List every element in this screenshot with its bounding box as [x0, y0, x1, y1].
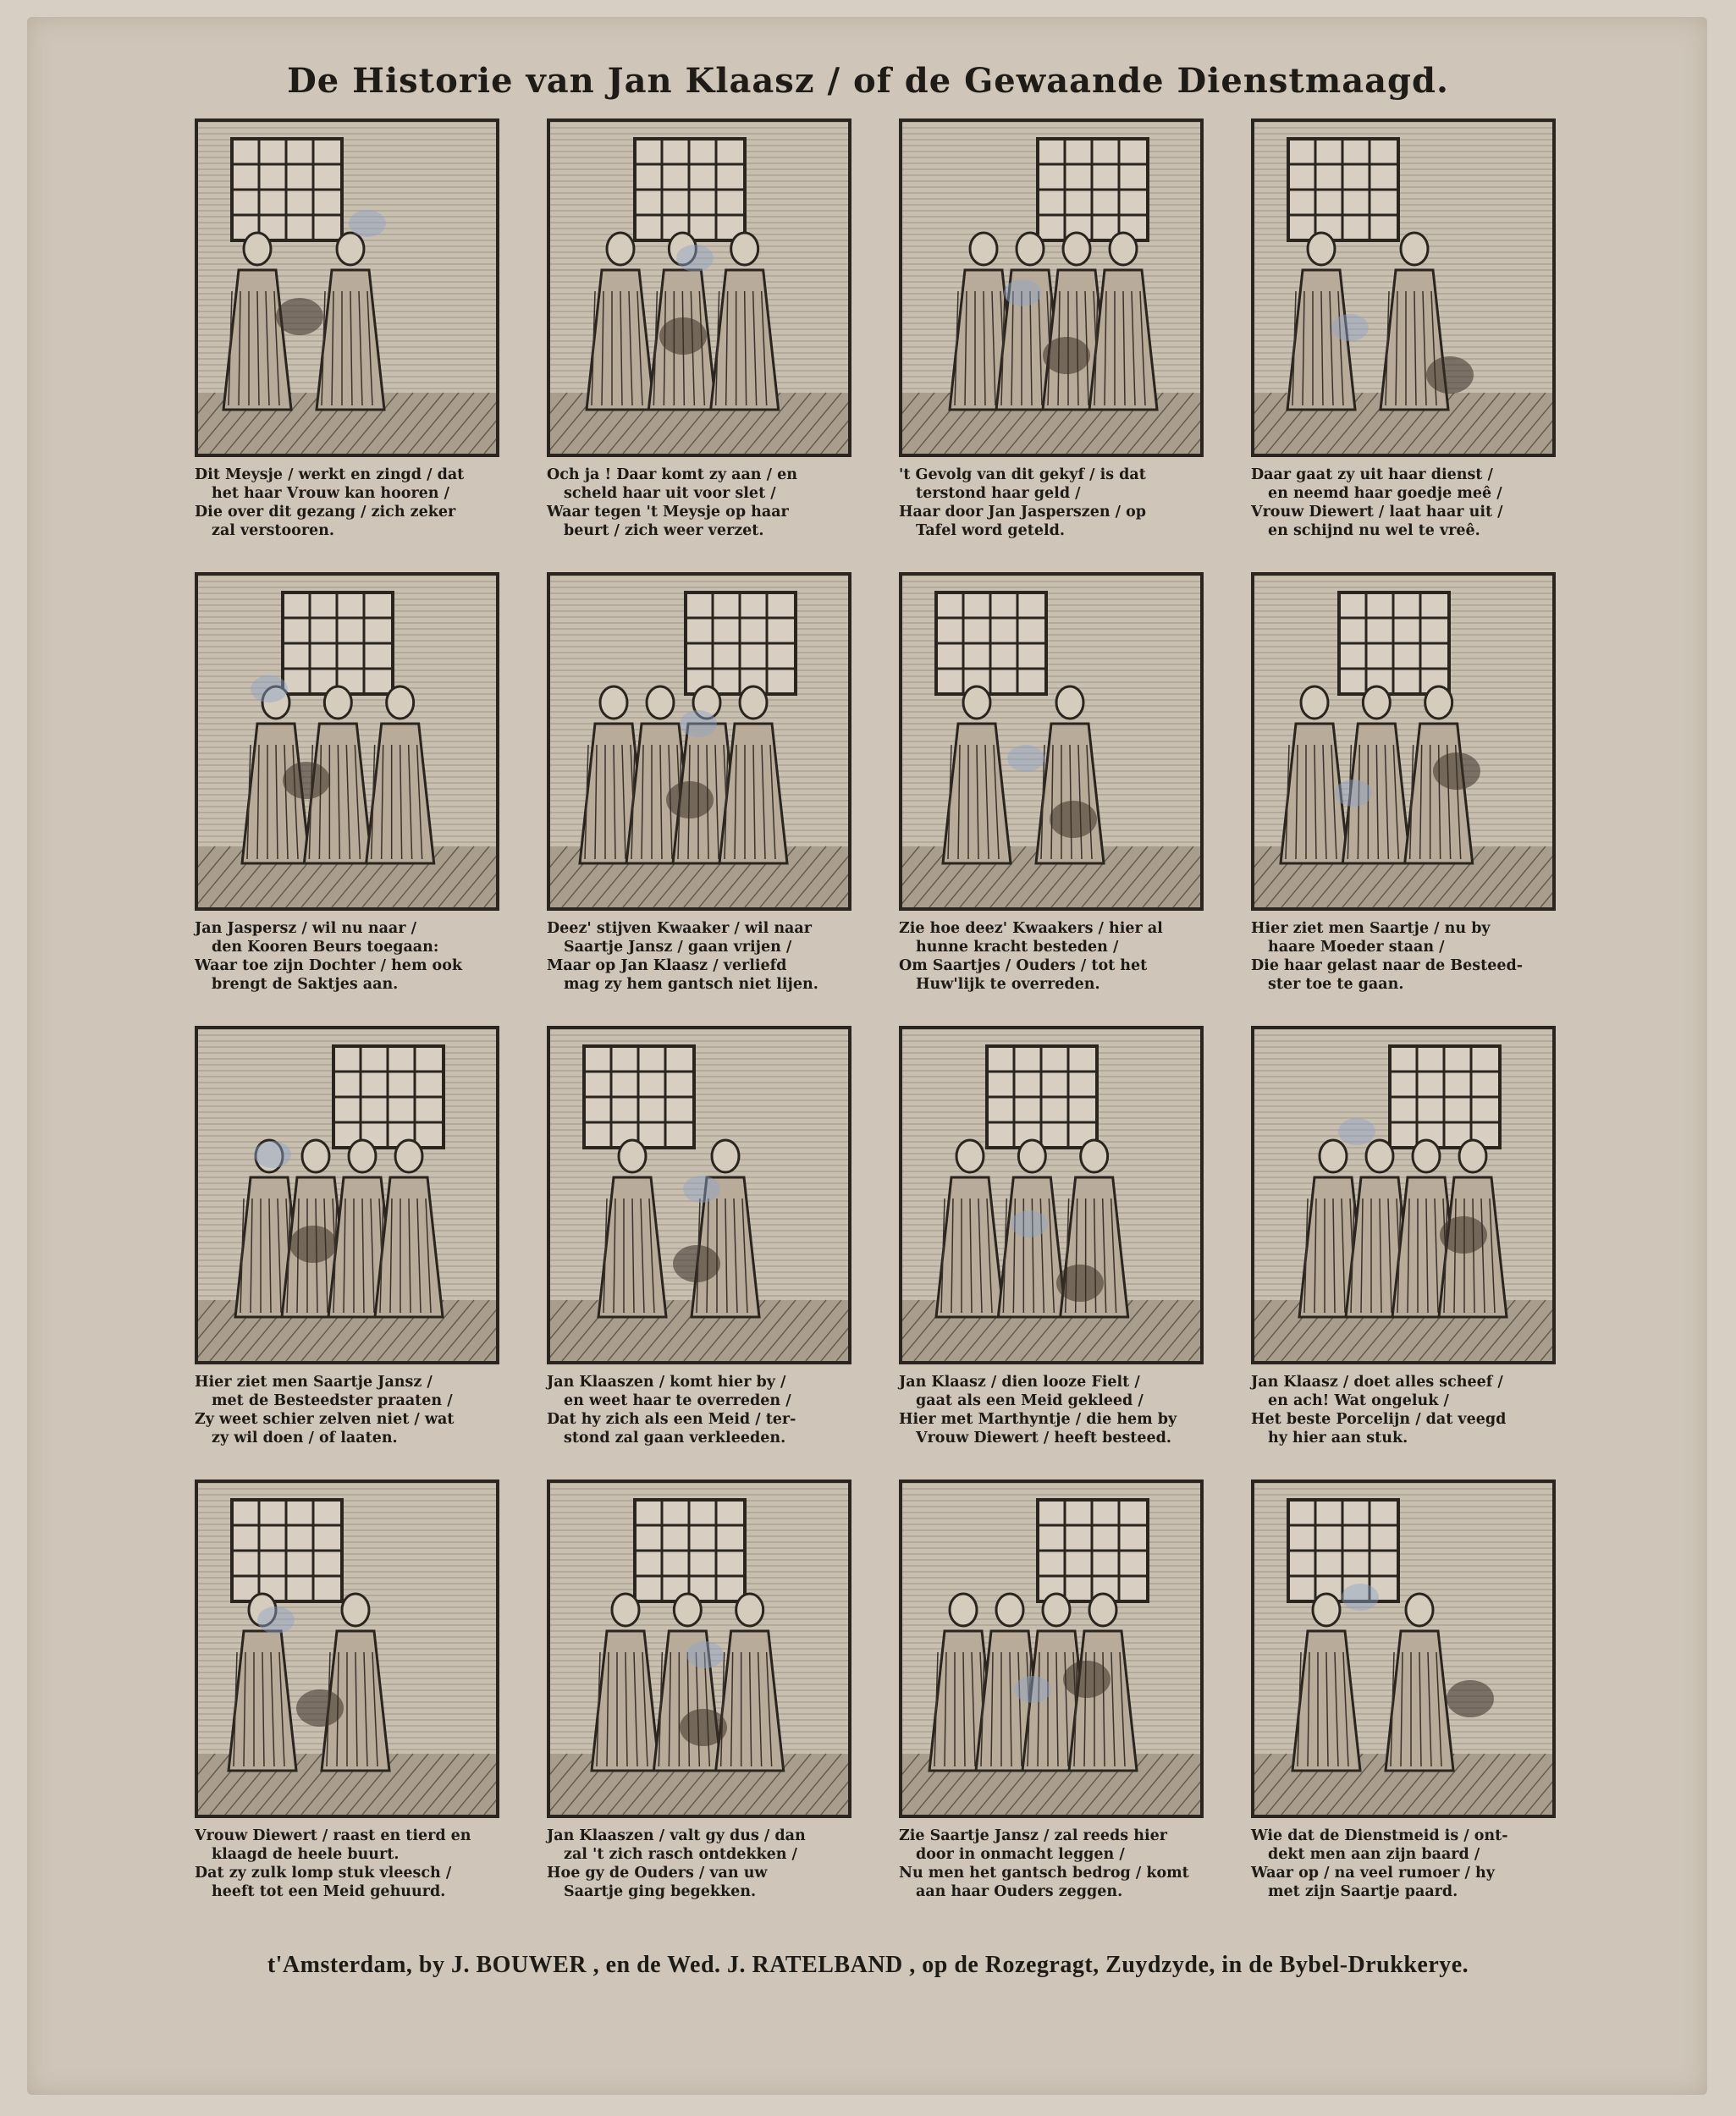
woodcut-illustration	[1254, 576, 1552, 907]
woodcut-illustration	[902, 576, 1200, 907]
caption-line: door in onmacht leggen /	[916, 1846, 1125, 1863]
caption-line: beurt / zich weer verzet.	[564, 522, 764, 539]
story-panel	[547, 1480, 851, 1920]
woodcut-illustration	[902, 122, 1200, 454]
caption-line: Hier ziet men Saartje / nu by	[1251, 920, 1491, 937]
caption-line: Zie Saartje Jansz / zal reeds hier	[899, 1827, 1167, 1844]
caption-line: Hier met Marthyntje / die hem by	[899, 1411, 1177, 1428]
woodcut-illustration	[1254, 122, 1552, 454]
caption-line: Jan Klaasz / doet alles scheef /	[1251, 1374, 1503, 1391]
woodcut-frame	[547, 1026, 851, 1364]
caption-line: Hier ziet men Saartje Jansz /	[195, 1374, 433, 1391]
woodcut-frame	[1251, 572, 1556, 911]
woodcut-illustration	[902, 1029, 1200, 1361]
caption-line: Vrouw Diewert / raast en tierd en	[195, 1827, 471, 1844]
panel-caption	[547, 466, 860, 540]
caption-line: terstond haar geld /	[916, 485, 1081, 502]
caption-line: Jan Klaaszen / komt hier by /	[547, 1374, 786, 1391]
panel-caption	[1251, 919, 1564, 994]
caption-line: Nu men het gantsch bedrog / komt	[899, 1865, 1189, 1882]
caption-line: hunne kracht besteden /	[916, 939, 1119, 956]
caption-line: dekt men aan zijn baard /	[1268, 1846, 1480, 1863]
woodcut-frame	[899, 118, 1204, 457]
caption-line: zal 't zich rasch ontdekken /	[564, 1846, 797, 1863]
woodcut-frame	[1251, 1480, 1556, 1818]
caption-line: Zie hoe deez' Kwaakers / hier al	[899, 920, 1163, 937]
caption-line: hy hier aan stuk.	[1268, 1430, 1408, 1446]
caption-line: heeft tot een Meid gehuurd.	[212, 1883, 446, 1900]
page-title: De Historie van Jan Klaasz / of de Gewaande Dienstmaagd.	[287, 61, 1449, 101]
panel-caption	[899, 1373, 1212, 1447]
caption-line: Tafel word geteld.	[916, 522, 1065, 539]
caption-line: stond zal gaan verkleeden.	[564, 1430, 786, 1446]
caption-line: Huw'lijk te overreden.	[916, 976, 1100, 993]
story-panel	[1251, 572, 1556, 1012]
caption-line: Jan Jaspersz / wil nu naar /	[195, 920, 416, 937]
caption-line: en schijnd nu wel te vreê.	[1268, 522, 1480, 539]
woodcut-frame	[195, 572, 499, 911]
woodcut-illustration	[550, 576, 848, 907]
caption-line: Jan Klaaszen / valt gy dus / dan	[547, 1827, 806, 1844]
caption-line: Waar toe zijn Dochter / hem ook	[195, 957, 463, 974]
caption-line: Dit Meysje / werkt en zingd / dat	[195, 466, 465, 483]
story-panel	[195, 1480, 499, 1920]
caption-line: Vrouw Diewert / laat haar uit /	[1251, 504, 1503, 521]
caption-line: Wie dat de Dienstmeid is / ont-	[1251, 1827, 1508, 1844]
story-panel	[899, 572, 1204, 1012]
panel-caption	[899, 466, 1212, 540]
woodcut-frame	[547, 118, 851, 457]
woodcut-frame	[1251, 1026, 1556, 1364]
woodcut-illustration	[550, 122, 848, 454]
woodcut-grid	[195, 118, 1566, 1930]
woodcut-illustration	[198, 122, 496, 454]
caption-line: Jan Klaasz / dien looze Fielt /	[899, 1374, 1140, 1391]
caption-line: klaagd de heele buurt.	[212, 1846, 400, 1863]
caption-line: Daar gaat zy uit haar dienst /	[1251, 466, 1493, 483]
caption-line: Het beste Porcelijn / dat veegd	[1251, 1411, 1507, 1428]
caption-line: Hoe gy de Ouders / van uw	[547, 1865, 768, 1882]
caption-line: den Kooren Beurs toegaan:	[212, 939, 439, 956]
caption-line: Haar door Jan Jasperszen / op	[899, 504, 1147, 521]
caption-line: aan haar Ouders zeggen.	[916, 1883, 1123, 1900]
panel-caption	[195, 1827, 508, 1901]
panel-caption	[195, 919, 508, 994]
woodcut-frame	[195, 118, 499, 457]
story-panel	[899, 1480, 1204, 1920]
woodcut-illustration	[550, 1483, 848, 1815]
panel-caption	[1251, 1373, 1564, 1447]
caption-line: het haar Vrouw kan hooren /	[212, 485, 450, 502]
caption-line: zy wil doen / of laaten.	[212, 1430, 398, 1446]
story-panel	[195, 118, 499, 559]
woodcut-frame	[547, 572, 851, 911]
caption-line: Vrouw Diewert / heeft besteed.	[916, 1430, 1171, 1446]
caption-line: Om Saartjes / Ouders / tot het	[899, 957, 1148, 974]
story-panel	[547, 118, 851, 559]
woodcut-illustration	[198, 1483, 496, 1815]
caption-line: 't Gevolg van dit gekyf / is dat	[899, 466, 1146, 483]
woodcut-frame	[1251, 118, 1556, 457]
story-panel	[195, 572, 499, 1012]
caption-line: scheld haar uit voor slet /	[564, 485, 776, 502]
caption-line: Deez' stijven Kwaaker / wil naar	[547, 920, 812, 937]
caption-line: Die haar gelast naar de Besteed-	[1251, 957, 1523, 974]
story-panel	[195, 1026, 499, 1466]
woodcut-frame	[899, 572, 1204, 911]
story-panel	[547, 572, 851, 1012]
panel-caption	[547, 1373, 860, 1447]
woodcut-illustration	[1254, 1029, 1552, 1361]
panel-caption	[547, 919, 860, 994]
caption-line: Dat hy zich als een Meid / ter-	[547, 1411, 796, 1428]
panel-caption	[547, 1827, 860, 1901]
story-panel	[1251, 1026, 1556, 1466]
woodcut-illustration	[550, 1029, 848, 1361]
woodcut-illustration	[198, 576, 496, 907]
story-panel	[899, 118, 1204, 559]
woodcut-illustration	[198, 1029, 496, 1361]
caption-line: Och ja ! Daar komt zy aan / en	[547, 466, 797, 483]
caption-line: met de Besteedster praaten /	[212, 1392, 453, 1409]
caption-line: en ach! Wat ongeluk /	[1268, 1392, 1449, 1409]
caption-line: Zy weet schier zelven niet / wat	[195, 1411, 455, 1428]
caption-line: Maar op Jan Klaasz / verliefd	[547, 957, 787, 974]
woodcut-frame	[195, 1026, 499, 1364]
panel-caption	[1251, 1827, 1564, 1901]
caption-line: Saartje ging begekken.	[564, 1883, 757, 1900]
woodcut-frame	[547, 1480, 851, 1818]
caption-line: en weet haar te overreden /	[564, 1392, 791, 1409]
woodcut-frame	[899, 1026, 1204, 1364]
caption-line: haare Moeder staan /	[1268, 939, 1445, 956]
printer-imprint: t'Amsterdam, by J. BOUWER , en de Wed. J. RATELBAND , op de Rozegragt, Zuydzyde, in de Bybel-Drukkerye.	[267, 1952, 1469, 1978]
panel-caption	[195, 466, 508, 540]
panel-caption	[195, 1373, 508, 1447]
caption-line: gaat als een Meid gekleed /	[916, 1392, 1144, 1409]
woodcut-illustration	[1254, 1483, 1552, 1815]
story-panel	[899, 1026, 1204, 1466]
caption-line: mag zy hem gantsch niet lijen.	[564, 976, 818, 993]
caption-line: brengt de Saktjes aan.	[212, 976, 399, 993]
story-panel	[1251, 1480, 1556, 1920]
caption-line: Waar op / na veel rumoer / hy	[1251, 1865, 1495, 1882]
caption-line: Die over dit gezang / zich zeker	[195, 504, 456, 521]
caption-line: Waar tegen 't Meysje op haar	[547, 504, 789, 521]
caption-line: zal verstooren.	[212, 522, 334, 539]
panel-caption	[899, 919, 1212, 994]
woodcut-illustration	[902, 1483, 1200, 1815]
caption-line: met zijn Saartje paard.	[1268, 1883, 1458, 1900]
panel-caption	[1251, 466, 1564, 540]
woodcut-frame	[899, 1480, 1204, 1818]
panel-caption	[899, 1827, 1212, 1901]
caption-line: Dat zy zulk lomp stuk vleesch /	[195, 1865, 452, 1882]
caption-line: ster toe te gaan.	[1268, 976, 1404, 993]
story-panel	[547, 1026, 851, 1466]
caption-line: Saartje Jansz / gaan vrijen /	[564, 939, 792, 956]
caption-line: en neemd haar goedje meê /	[1268, 485, 1502, 502]
story-panel	[1251, 118, 1556, 559]
woodcut-frame	[195, 1480, 499, 1818]
